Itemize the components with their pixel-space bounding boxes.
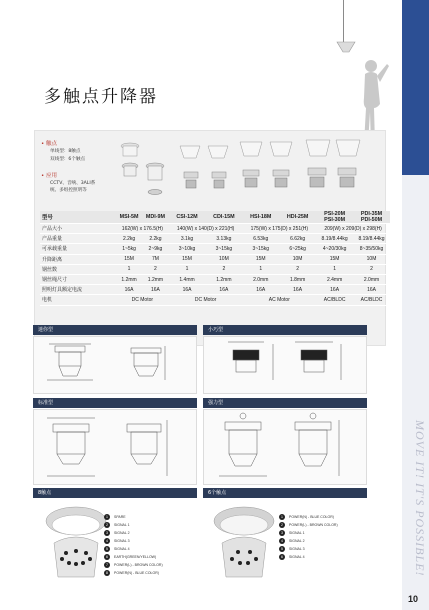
model-cell: MDI-9M <box>142 211 169 224</box>
wiring8-label: POWER(L) - BROWN COLOR) <box>114 563 163 567</box>
wiring6-item <box>279 530 305 536</box>
product-csi-image <box>180 146 200 188</box>
table-row <box>40 254 390 264</box>
row-label: 钢丝绳尺寸 <box>40 274 116 284</box>
table-cell: 140(W) x 140(D) x 221(H) <box>169 224 243 234</box>
table-cell: 3~15kg <box>205 244 242 254</box>
table-cell: 1.4mm <box>169 274 206 284</box>
feature-app-heading: • 应用 <box>41 173 57 179</box>
section-contact6: 6个触点 <box>203 488 367 498</box>
wiring6-item <box>279 554 305 560</box>
table-cell: 2 <box>279 264 316 274</box>
row-label: 产品大小 <box>40 224 116 234</box>
table-cell: 6~25kg <box>279 244 316 254</box>
section-small: 小巧型 <box>203 325 367 335</box>
table-cell: 1 <box>116 264 142 274</box>
table-cell: 6.53kg <box>242 234 279 244</box>
wiring6-number: 2 <box>279 522 285 528</box>
table-cell: 2~9kg <box>142 244 169 254</box>
table-cell: 1.2mm <box>116 274 142 284</box>
table-cell: 8~35/50kg <box>353 244 390 254</box>
wiring6-number: 3 <box>279 530 285 536</box>
wiring6-number: 4 <box>279 538 285 544</box>
model-cell: MSI-5M <box>116 211 142 224</box>
section-strong: 强力型 <box>203 398 367 408</box>
table-row <box>40 295 390 305</box>
table-cell: 7M <box>142 254 169 264</box>
standard-front-drawing <box>47 418 95 476</box>
table-row <box>40 224 390 234</box>
feature-contact-dual: 双线型：6个触点 <box>50 157 86 162</box>
table-cell: 162(W) x 176.5(H) <box>116 224 169 234</box>
table-cell: 2.2kg <box>116 234 142 244</box>
table-cell: 175(W) x 175(D) x 251(H) <box>242 224 316 234</box>
wiring8-item <box>104 514 126 520</box>
wiring6-number: 6 <box>279 554 285 560</box>
wiring6-item <box>279 514 334 520</box>
contact6-connector-photo <box>210 503 280 583</box>
feature-contact-single: 单线型：8触点 <box>50 149 81 154</box>
page-title: 多触点升降器 <box>44 87 158 107</box>
band-title: SAFETY LIFTING SYSTEM <box>13 10 24 145</box>
product-pdi-image <box>336 140 360 187</box>
product-hsi-image <box>240 142 262 187</box>
hanging-lamp-icon <box>337 42 355 52</box>
table-cell: 15M <box>116 254 142 264</box>
table-cell: DC Motor <box>169 295 243 305</box>
table-cell: 16A <box>169 285 206 295</box>
small-side-drawing <box>295 342 341 380</box>
wiring6-label: POWER(N) - BLUE COLOR) <box>289 515 334 519</box>
table-cell: 209(W) x 209(D) x 298(H) <box>316 224 390 234</box>
wiring6-label: SIGNAL 1 <box>289 531 305 535</box>
table-row <box>40 285 390 295</box>
product-images <box>110 132 390 212</box>
table-cell: 3.1kg <box>169 234 206 244</box>
wiring8-label: EARTH(GREEN/YELLOW) <box>114 555 157 559</box>
row-label: 型号 <box>40 211 116 224</box>
wiring8-item <box>104 546 130 552</box>
wiring8-label: SPARE <box>114 515 126 519</box>
feature-app-line1: CCTV、音响、3ALI系 <box>50 181 96 186</box>
wiring8-number: 7 <box>104 562 110 568</box>
table-cell: AC Motor <box>242 295 316 305</box>
mini-side-drawing <box>131 346 165 380</box>
model-line1: PDI-35M <box>360 211 383 217</box>
table-row <box>40 234 390 244</box>
product-hdi-image <box>270 142 292 187</box>
table-row <box>40 274 390 284</box>
row-label: 产品重量 <box>40 234 116 244</box>
wiring8-item <box>104 522 130 528</box>
table-cell: 1~5kg <box>116 244 142 254</box>
wiring8-item <box>104 554 156 560</box>
model-cell <box>353 211 390 224</box>
table-cell: 16A <box>279 285 316 295</box>
table-cell: 2.2kg <box>142 234 169 244</box>
model-cell <box>316 211 353 224</box>
section-mini: 迷你型 <box>33 325 197 335</box>
product-mdi-image <box>146 163 164 195</box>
table-cell: 3~15kg <box>242 244 279 254</box>
wiring8-number: 3 <box>104 530 110 536</box>
wiring6-label: SIGNAL 2 <box>289 539 305 543</box>
wiring8-item <box>104 562 163 568</box>
table-cell: 3.13kg <box>205 234 242 244</box>
table-cell: AC/BLDC <box>316 295 353 305</box>
table-cell: AC/BLDC <box>353 295 390 305</box>
wiring8-number: 2 <box>104 522 110 528</box>
table-cell: 1.2mm <box>205 274 242 284</box>
section-contact8: 8触点 <box>33 488 197 498</box>
contact8-connector-photo <box>42 503 112 583</box>
wiring6-item <box>279 546 305 552</box>
wiring8-number: 6 <box>104 554 110 560</box>
table-row <box>40 244 390 254</box>
row-label: 照明灯具额定电流 <box>40 285 116 295</box>
side-band-top <box>402 0 429 175</box>
table-cell: 10M <box>205 254 242 264</box>
section-standard: 标准型 <box>33 398 197 408</box>
spec-table <box>40 211 390 306</box>
table-cell: 8.19/8.44kg <box>353 234 390 244</box>
standard-side-drawing <box>127 420 167 476</box>
table-cell: 2 <box>142 264 169 274</box>
table-cell: 16A <box>116 285 142 295</box>
table-cell: 8.19/8.44kg <box>316 234 353 244</box>
table-row <box>40 264 390 274</box>
row-label: 升降距离 <box>40 254 116 264</box>
table-cell: 3~10kg <box>169 244 206 254</box>
table-cell: 6.62kg <box>279 234 316 244</box>
table-cell: 16A <box>242 285 279 295</box>
table-cell: 15M <box>169 254 206 264</box>
model-cell: CDI-15M <box>205 211 242 224</box>
table-cell: 2.4mm <box>316 274 353 284</box>
table-cell: 16A <box>316 285 353 295</box>
table-cell: 16A <box>205 285 242 295</box>
wiring8-label: SIGNAL 2 <box>114 531 130 535</box>
table-cell: 2 <box>205 264 242 274</box>
page-number: 10 <box>407 594 418 604</box>
wiring8-label: POWER(N) - BLUE COLOR) <box>114 571 159 575</box>
wiring8-label: SIGNAL 3 <box>114 539 130 543</box>
wiring6-label: POWER(L) - BROWN COLOR) <box>289 523 338 527</box>
table-cell: DC Motor <box>116 295 169 305</box>
band-slogan: MOVE IT! IT'S POSSIBLE! <box>413 420 427 577</box>
row-label: 电机 <box>40 295 116 305</box>
table-cell: 2.0mm <box>353 274 390 284</box>
model-line2: PSI-30M <box>324 217 346 223</box>
table-cell: 1.2mm <box>142 274 169 284</box>
product-msi-image <box>121 143 139 176</box>
wiring6-item <box>279 538 305 544</box>
wiring8-label: SIGNAL 1 <box>114 523 130 527</box>
row-label: 钢丝数 <box>40 264 116 274</box>
model-cell: HDI-25M <box>279 211 316 224</box>
strong-side-drawing <box>295 413 339 476</box>
table-cell: 2.0mm <box>242 274 279 284</box>
model-line1: PSI-20M <box>324 211 346 217</box>
table-cell: 16A <box>142 285 169 295</box>
wiring6-number: 1 <box>279 514 285 520</box>
product-cdi-image <box>208 146 228 188</box>
table-cell: 15M <box>242 254 279 264</box>
table-cell: 1 <box>242 264 279 274</box>
wiring6-label: SIGNAL 3 <box>289 547 305 551</box>
wiring8-number: 4 <box>104 538 110 544</box>
wiring8-item <box>104 570 159 576</box>
wiring8-label: SIGNAL 4 <box>114 547 130 551</box>
table-cell: 1 <box>169 264 206 274</box>
product-psi-image <box>306 140 330 187</box>
wiring6-number: 5 <box>279 546 285 552</box>
table-cell: 10M <box>353 254 390 264</box>
model-cell: CSI-12M <box>169 211 206 224</box>
small-front-drawing <box>228 342 273 380</box>
row-label: 可承载重量 <box>40 244 116 254</box>
table-cell: 4~20/30kg <box>316 244 353 254</box>
table-row <box>40 211 390 224</box>
wiring8-number: 1 <box>104 514 110 520</box>
model-cell: HSI-18M <box>242 211 279 224</box>
wiring8-item <box>104 538 130 544</box>
technical-drawings <box>33 336 367 486</box>
feature-app-line2: 统、多组控照明等 <box>50 188 87 193</box>
table-cell: 1 <box>316 264 353 274</box>
wiring6-item <box>279 522 338 528</box>
table-cell: 1.8mm <box>279 274 316 284</box>
strong-front-drawing <box>219 413 267 476</box>
table-cell: 10M <box>279 254 316 264</box>
wiring6-label: SIGNAL 4 <box>289 555 305 559</box>
model-line2: PDI-50M <box>360 217 383 223</box>
wiring8-item <box>104 530 130 536</box>
feature-contact-heading: • 触点 <box>41 141 57 147</box>
mini-front-drawing <box>47 344 93 380</box>
wiring8-number: 5 <box>104 546 110 552</box>
wiring8-number: 8 <box>104 570 110 576</box>
table-cell: 15M <box>316 254 353 264</box>
table-cell: 16A <box>353 285 390 295</box>
table-cell: 2 <box>353 264 390 274</box>
